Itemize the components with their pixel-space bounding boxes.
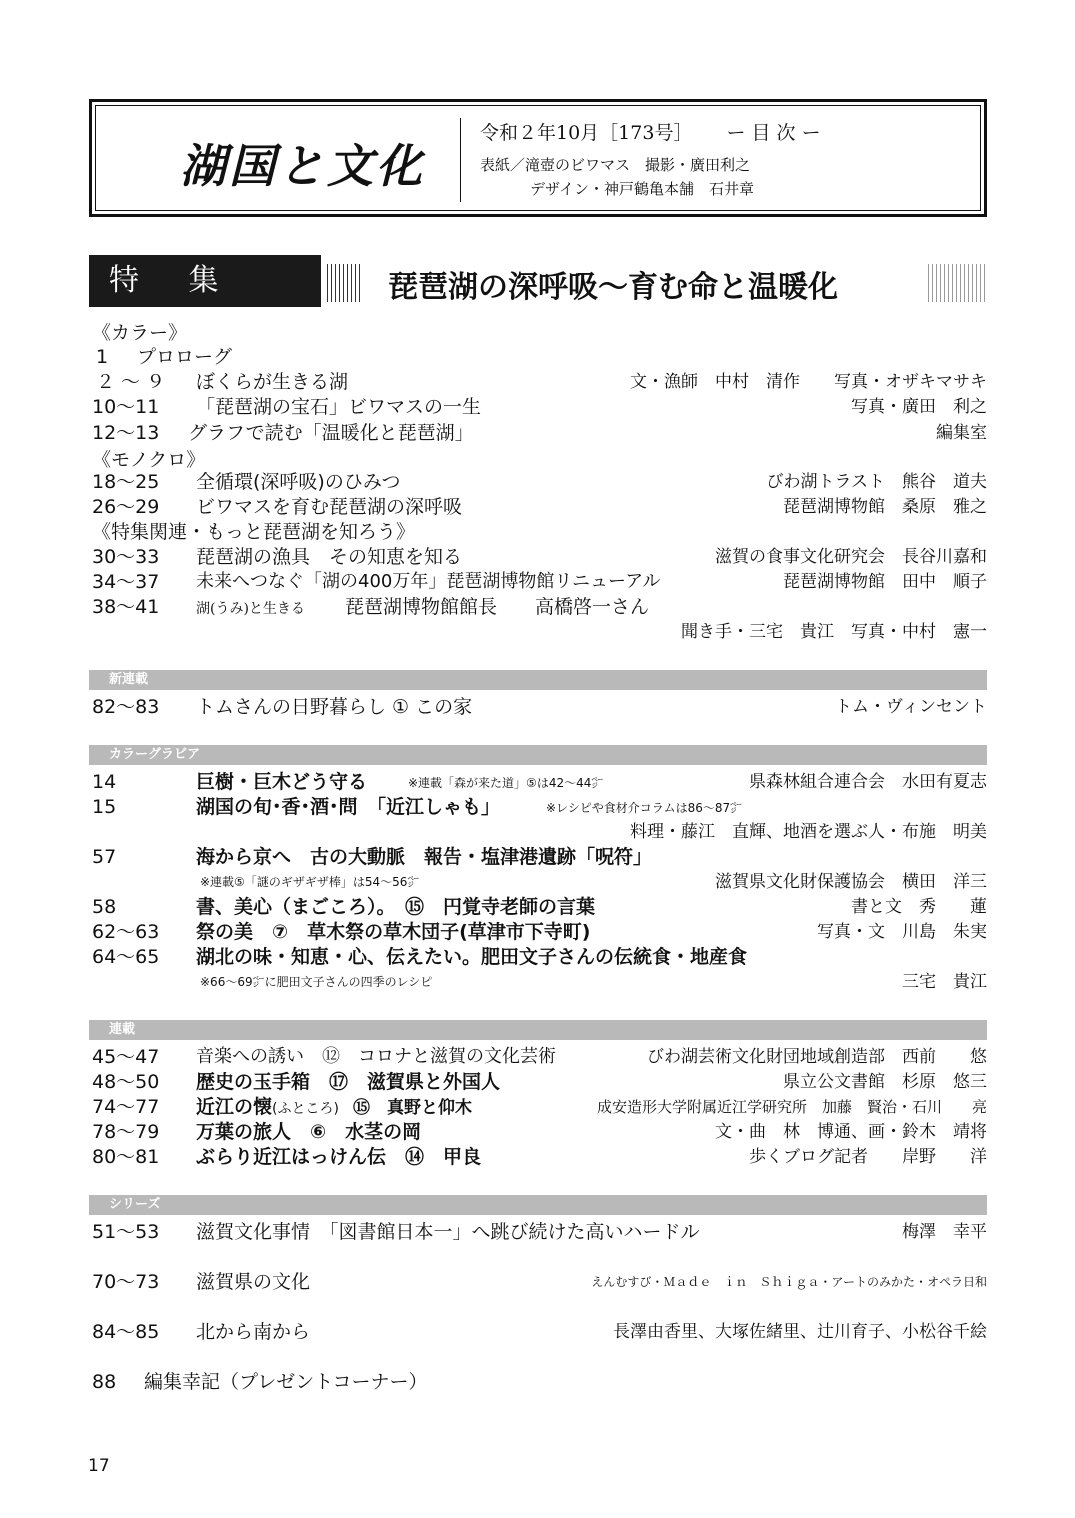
article-credit: 料理・藤江 直輝、地酒を選ぶ人・布施 明美 xyxy=(630,822,987,842)
article-title xyxy=(196,1095,472,1121)
article-title-script: 湖(うみ)と生きる xyxy=(196,601,305,617)
article-credit: 滋賀の食事文化研究会 長谷川嘉和 xyxy=(715,547,987,567)
article-credit: 長澤由香里、大塚佐緒里、辻川育子、小松谷千絵 xyxy=(613,1322,987,1342)
article-credit: 歩くブログ記者 岸野 洋 xyxy=(749,1147,987,1167)
article-note: ※連載「森が来た道」⑤は42〜44㌻ xyxy=(408,776,604,790)
article-credit: 琵琶湖博物館 田中 順子 xyxy=(783,572,987,592)
page-number: 17 xyxy=(88,1456,110,1476)
section-bar-series: 連載 xyxy=(89,1020,987,1040)
article-title: プロローグ xyxy=(137,346,233,368)
article-credit: 編集室 xyxy=(936,423,987,443)
page-range: 51〜53 xyxy=(92,1221,160,1243)
article-title-rest: ⑮ 真野と仰木 xyxy=(352,1098,472,1118)
feature-label: 特 集 xyxy=(89,255,321,307)
hatch-decoration-left xyxy=(327,264,361,302)
article-note: ※連載⑤「謎のギザギザ棒」は54〜56㌻ xyxy=(200,875,420,889)
page-range: 82〜83 xyxy=(92,696,160,718)
article-title: グラフで読む「温暖化と琵琶湖」 xyxy=(188,422,474,444)
article-title: ぼくらが生きる湖 xyxy=(196,371,349,393)
page-range: 26〜29 xyxy=(92,496,160,518)
page-range: 30〜33 xyxy=(92,546,160,568)
article-title: 湖北の味・知恵・心、伝えたい。肥田文子さんの伝統食・地産食 xyxy=(196,946,748,968)
article-title-main: 編集幸記 xyxy=(144,1371,221,1393)
magazine-title: 湖国と文化 xyxy=(180,139,425,193)
article-credit: 文・漁師 中村 清作 写真・オザキマサキ xyxy=(630,372,987,392)
article-credit: 聞き手・三宅 貴江 写真・中村 憲一 xyxy=(681,622,987,642)
masthead-divider xyxy=(460,118,461,202)
article-title: 祭の美 ⑦ 草木祭の草木団子(草津市下寺町) xyxy=(196,921,591,943)
article-credit: 県立公文書館 杉原 悠三 xyxy=(783,1072,987,1092)
article-credit: 滋賀県文化財保護協会 横田 洋三 xyxy=(715,872,987,892)
article-credit: 県森林組合連合会 水田有夏志 xyxy=(749,772,987,792)
page-range: 15 xyxy=(92,796,117,818)
page-range: 34〜37 xyxy=(92,571,160,593)
article-credit: 書と文 秀 蓮 xyxy=(851,897,987,917)
page-range: 70〜73 xyxy=(92,1271,160,1293)
article-title-rest: （プレゼントコーナー） xyxy=(220,1371,428,1393)
article-title-reading: (ふところ) xyxy=(272,1101,339,1117)
page-range: 12〜13 xyxy=(92,422,160,444)
page-range: 62〜63 xyxy=(92,921,160,943)
page-range: 58 xyxy=(92,896,117,918)
page-range: 45〜47 xyxy=(92,1046,160,1068)
issue-line xyxy=(480,118,821,145)
article-title: ぶらり近江はっけん伝 ⑭ 甲良 xyxy=(196,1146,482,1168)
page-range: 18〜25 xyxy=(92,471,160,493)
page-range: 84〜85 xyxy=(92,1321,160,1343)
article-note: ※66〜69㌻に肥田文子さんの四季のレシピ xyxy=(200,975,433,989)
page-range: 74〜77 xyxy=(92,1096,160,1118)
toc-label: ー 目 次 ー xyxy=(726,122,821,144)
page-range: ２ 〜 ９ xyxy=(96,371,166,393)
article-title: 滋賀県の文化 xyxy=(196,1271,311,1293)
article-credit: 梅澤 幸平 xyxy=(902,1222,987,1242)
page-range: 78〜79 xyxy=(92,1121,160,1143)
article-title: 書、美心（まごころ）。 ⑮ 円覚寺老師の言葉 xyxy=(196,896,596,918)
article-title: 琵琶湖の漁具 その知恵を知る xyxy=(196,546,463,568)
article-title: 北から南から xyxy=(196,1321,311,1343)
article-title xyxy=(144,1370,428,1394)
article-title: 全循環(深呼吸)のひみつ xyxy=(196,471,401,493)
page-range: 38〜41 xyxy=(92,596,160,618)
article-credit: 琵琶湖博物館 桑原 雅之 xyxy=(783,497,987,517)
subheading-mono: 《モノクロ》 xyxy=(92,449,206,471)
article-title: 万葉の旅人 ⑥ 水茎の岡 xyxy=(196,1121,422,1143)
article-title xyxy=(196,595,649,621)
cover-credit: 表紙／滝壺のビワマス 撮影・廣田利之 xyxy=(480,156,751,174)
article-title: トムさんの日野暮らし ① この家 xyxy=(196,696,473,718)
article-credit: びわ湖トラスト 熊谷 道夫 xyxy=(766,472,987,492)
article-title: 滋賀文化事情 「図書館日本一」へ跳び続けた高いハードル xyxy=(196,1221,700,1243)
page-range: 57 xyxy=(92,846,117,868)
hatch-decoration-right xyxy=(928,264,988,302)
article-title: 海から京へ 古の大動脈 報告・塩津港遺跡「呪符」 xyxy=(196,846,653,868)
article-credit: 写真・廣田 利之 xyxy=(851,397,987,417)
article-credit: えんむすび・Ｍａｄｅ ｉｎ Ｓｈｉｇａ・アートのみかた・オペラ日和 xyxy=(591,1275,987,1289)
article-credit: 写真・文 川島 朱実 xyxy=(817,922,987,942)
article-title: 音楽への誘い ⑫ コロナと滋賀の文化芸術 xyxy=(196,1046,556,1067)
subheading-related: 《特集関連・もっと琵琶湖を知ろう》 xyxy=(92,521,416,543)
page-range: 1 xyxy=(96,346,109,368)
section-bar-new-series: 新連載 xyxy=(89,670,987,690)
article-title-main: 近江の懐 xyxy=(196,1096,273,1118)
masthead-box xyxy=(89,99,987,217)
subheading-color: 《カラー》 xyxy=(92,322,188,344)
page-range: 14 xyxy=(92,771,117,793)
article-title: ビワマスを育む琵琶湖の深呼吸 xyxy=(196,496,463,518)
article-title-main: 琵琶湖博物館館長 高橋啓一さん xyxy=(344,596,649,618)
article-title: 歴史の玉手箱 ⑰ 滋賀県と外国人 xyxy=(196,1071,501,1093)
section-bar-shiriizu: シリーズ xyxy=(89,1195,987,1215)
article-credit: 成安造形大学附属近江学研究所 加藤 賢治・石川 亮 xyxy=(596,1098,987,1116)
design-credit: デザイン・神戸鶴亀本舗 石井章 xyxy=(530,180,754,198)
article-title: 湖国の旬･香･酒･問 「近江しゃも」 xyxy=(196,796,501,818)
section-bar-gravure: カラーグラビア xyxy=(89,745,987,765)
page-range: 10〜11 xyxy=(92,396,160,418)
page-range: 80〜81 xyxy=(92,1146,160,1168)
page-range: 64〜65 xyxy=(92,946,160,968)
article-credit: 文・曲 林 博通、画・鈴木 靖将 xyxy=(715,1122,987,1142)
article-credit: 三宅 貴江 xyxy=(902,972,987,992)
feature-title: 琵琶湖の深呼吸〜育む命と温暖化 xyxy=(388,270,838,305)
article-title: 巨樹・巨木どう守る xyxy=(196,771,368,793)
page-range: 48〜50 xyxy=(92,1071,160,1093)
page-range: 88 xyxy=(92,1371,117,1393)
issue-number: 令和２年10月［173号］ xyxy=(480,122,693,144)
article-title: 未来へつなぐ「湖の400万年」琵琶湖博物館リニューアル xyxy=(196,571,661,592)
article-note: ※レシピや食材介コラムは86〜87㌻ xyxy=(546,801,743,815)
article-title: 「琵琶湖の宝石」ビワマスの一生 xyxy=(196,396,482,418)
article-credit: トム・ヴィンセント xyxy=(835,697,987,717)
article-credit: びわ湖芸術文化財団地域創造部 西前 悠 xyxy=(647,1047,987,1067)
